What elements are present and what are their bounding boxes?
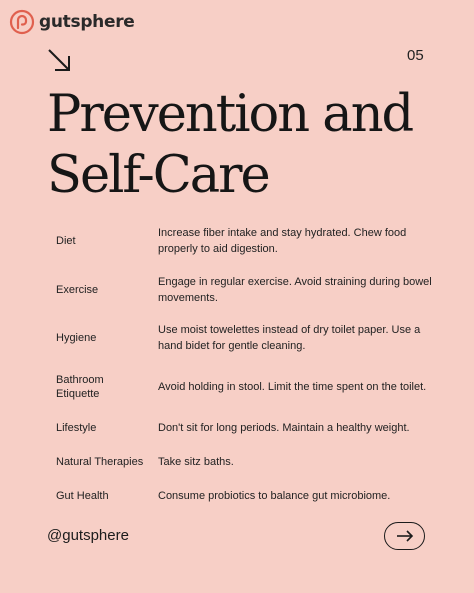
row-description: Take sitz baths. <box>158 456 234 468</box>
row-category: Exercise <box>56 284 99 296</box>
table-row <box>0 454 474 470</box>
row-description: Increase fiber intake and stay hydrated. Chew food properly to aid digestion. <box>158 227 407 255</box>
row-category: Diet <box>56 235 76 247</box>
row-category: Hygiene <box>56 332 97 344</box>
brand-logo[interactable] <box>9 9 135 35</box>
row-description: Engage in regular exercise. Avoid straining during bowel movements. <box>158 276 432 304</box>
table-row <box>0 225 474 257</box>
title-line-1: Prevention and <box>47 85 413 144</box>
social-handle[interactable]: @gutsphere <box>47 527 129 544</box>
page-number: 05 <box>407 47 424 64</box>
arrow-right-icon <box>396 530 414 542</box>
table-row <box>0 420 474 436</box>
row-description: Consume probiotics to balance gut microbiome. <box>158 490 391 502</box>
row-description: Avoid holding in stool. Limit the time spent on the toilet. <box>158 381 427 393</box>
arrow-down-right-icon <box>47 48 73 74</box>
gutsphere-logo-icon <box>9 9 35 35</box>
title-line-2: Self-Care <box>47 146 269 205</box>
row-description: Use moist towelettes instead of dry toilet paper. Use a hand bidet for gentle cleaning. <box>158 324 421 352</box>
row-description: Don't sit for long periods. Maintain a healthy weight. <box>158 422 410 434</box>
row-category: Lifestyle <box>56 422 97 434</box>
row-category: Bathroom Etiquette <box>56 374 104 400</box>
table-row <box>0 488 474 504</box>
row-category: Gut Health <box>56 490 109 502</box>
table-row <box>0 322 474 354</box>
table-row <box>0 274 474 306</box>
table-row <box>0 372 474 402</box>
page-title <box>47 84 412 206</box>
row-category: Natural Therapies <box>56 456 144 468</box>
next-button[interactable] <box>384 522 425 550</box>
brand-name: gutsphere <box>39 12 135 32</box>
